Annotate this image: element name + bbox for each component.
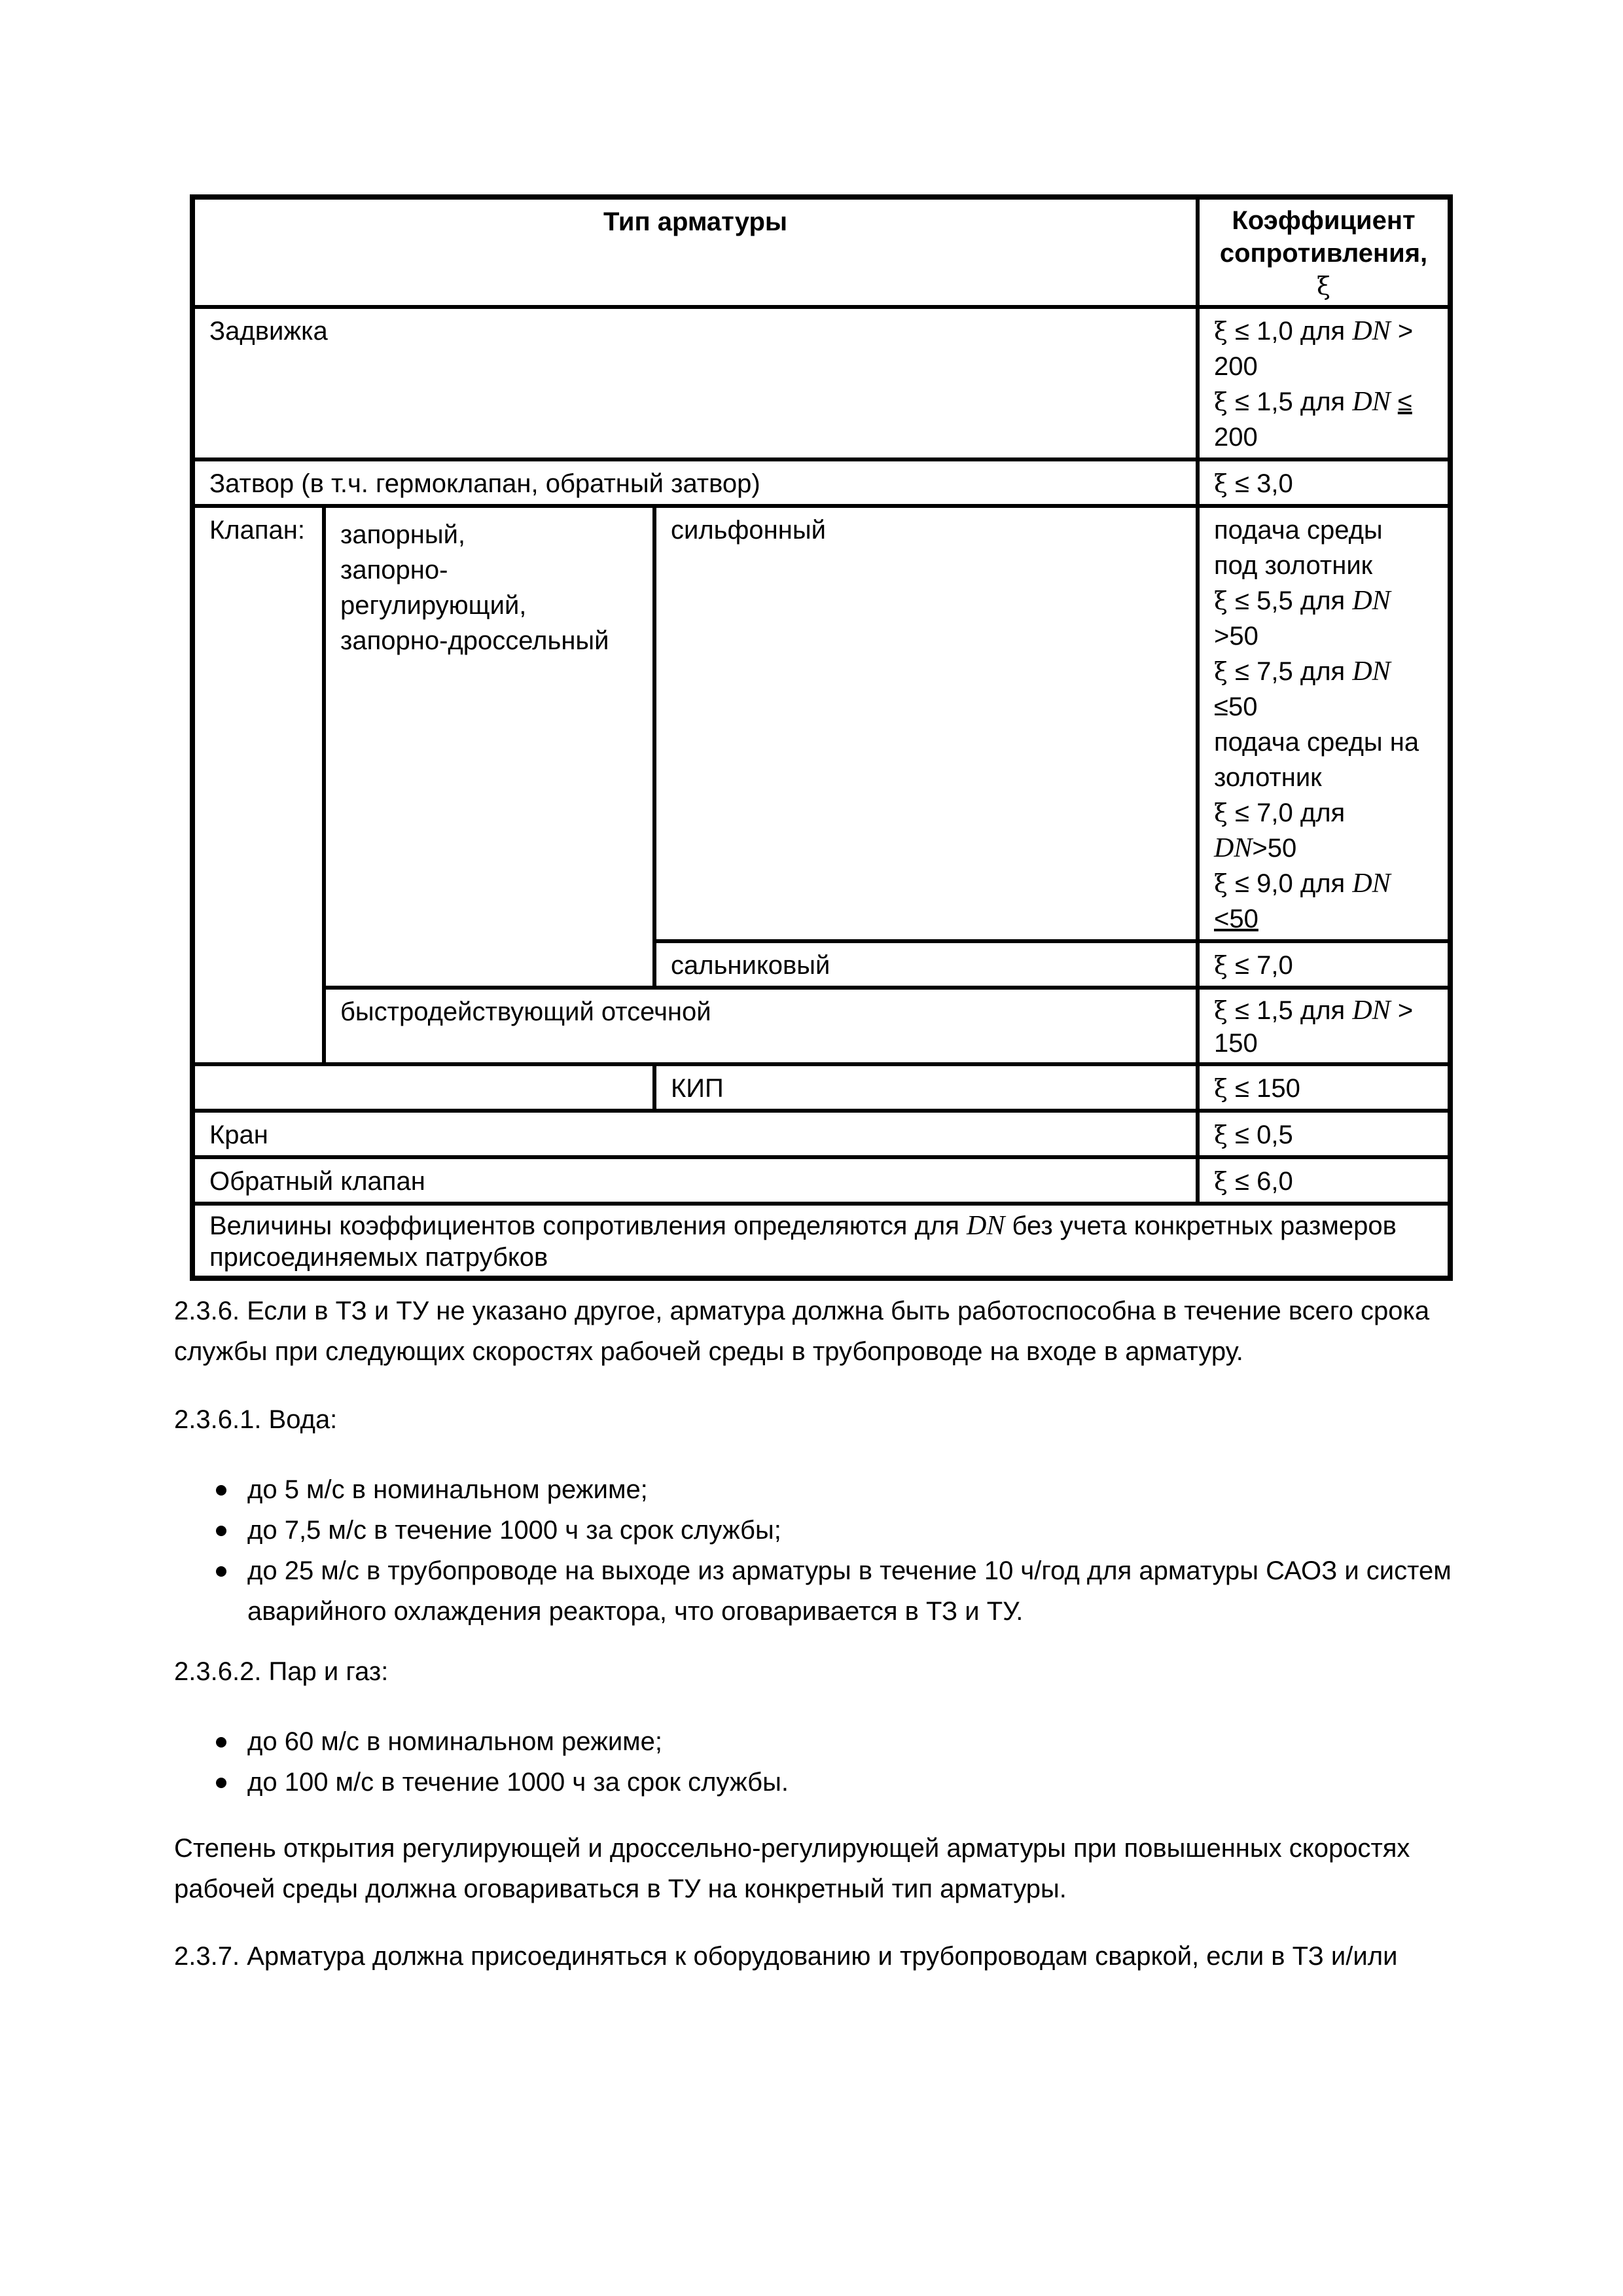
row-name-klapan: Клапан: xyxy=(193,506,324,1064)
table-row xyxy=(193,988,1450,1064)
table-note-row xyxy=(193,1204,1450,1278)
klapan-bystro-name: быстродействующий отсечной xyxy=(324,988,1198,1064)
valve-resistance-table xyxy=(190,194,1453,1281)
klapan-subtypes: запорный, запорно- регулирующий, запорно-дроссельный xyxy=(324,506,654,988)
coef-zadvizhka: ξ ≤ 1,0 для DN > 200 ξ ≤ 1,5 для DN ≤ 200 xyxy=(1198,307,1450,459)
list-item: до 100 м/с в течение 1000 ч за срок службы. xyxy=(216,1762,1459,1803)
klapan-silfon-name: сильфонный xyxy=(654,506,1198,941)
table-row xyxy=(193,459,1450,506)
coef-kran: ξ ≤ 0,5 xyxy=(1198,1111,1450,1157)
coef-obr: ξ ≤ 6,0 xyxy=(1198,1157,1450,1204)
paragraph-2-3-6-1: 2.3.6.1. Вода: xyxy=(174,1405,338,1434)
list-item: до 5 м/с в номинальном режиме; xyxy=(216,1469,1459,1510)
water-speed-list xyxy=(216,1469,1459,1632)
coef-bystro: ξ ≤ 1,5 для DN > 150 xyxy=(1198,988,1450,1064)
list-item: до 60 м/с в номинальном режиме; xyxy=(216,1721,1459,1762)
header-coefficient: Коэффициент сопротивления, ξ xyxy=(1198,198,1450,307)
row-name-obr: Обратный клапан xyxy=(193,1157,1198,1204)
list-item: до 25 м/с в трубопроводе на выходе из арматуры в течение 10 ч/год для арматуры САОЗ и систем аварийного охлаждения реактора, что оговаривается в ТЗ и ТУ. xyxy=(216,1551,1459,1632)
row-name-kran: Кран xyxy=(193,1111,1198,1157)
table-row xyxy=(193,307,1450,459)
coef-silfon: подача среды под золотник ξ ≤ 5,5 для DN >50 ξ ≤ 7,5 для DN ≤50 подача среды на золотник ξ ≤ 7,0 для DN>50 ξ ≤ 9,0 для DN <50 xyxy=(1198,506,1450,941)
kip-empty-cell xyxy=(193,1064,654,1111)
paragraph-opening-degree: Степень открытия регулирующей и дроссельно-регулирующей арматуры при повышенных скоростях рабочей среды должна оговариваться в ТУ на конкретный тип арматуры. xyxy=(174,1834,1410,1903)
header-valve-type: Тип арматуры xyxy=(193,198,1198,307)
coef-zatvor: ξ ≤ 3,0 xyxy=(1198,459,1450,506)
table-row xyxy=(193,1157,1450,1204)
coef-salnik: ξ ≤ 7,0 xyxy=(1198,941,1450,988)
paragraph-2-3-6: 2.3.6. Если в ТЗ и ТУ не указано другое, арматура должна быть работоспособна в течение всего срока службы при следующих скоростях рабочей среды в трубопроводе на входе в арматуру. xyxy=(174,1297,1430,1366)
steam-speed-list xyxy=(216,1721,1459,1803)
table-header-row xyxy=(193,198,1450,307)
table-row xyxy=(193,1111,1450,1157)
table-row xyxy=(193,1064,1450,1111)
coef-kip: ξ ≤ 150 xyxy=(1198,1064,1450,1111)
paragraph-2-3-7: 2.3.7. Арматура должна присоединяться к оборудованию и трубопроводам сваркой, если в ТЗ и/или xyxy=(174,1942,1398,1971)
row-name-kip: КИП xyxy=(654,1064,1198,1111)
row-name-zadvizhka: Задвижка xyxy=(193,307,1198,459)
table-row xyxy=(193,506,1450,941)
klapan-salnik-name: сальниковый xyxy=(654,941,1198,988)
row-name-zatvor: Затвор (в т.ч. гермоклапан, обратный затвор) xyxy=(193,459,1198,506)
list-item: до 7,5 м/с в течение 1000 ч за срок службы; xyxy=(216,1510,1459,1551)
table-note: Величины коэффициентов сопротивления определяются для DN без учета конкретных размеров присоединяемых патрубков xyxy=(193,1204,1450,1278)
paragraph-2-3-6-2: 2.3.6.2. Пар и газ: xyxy=(174,1657,389,1686)
